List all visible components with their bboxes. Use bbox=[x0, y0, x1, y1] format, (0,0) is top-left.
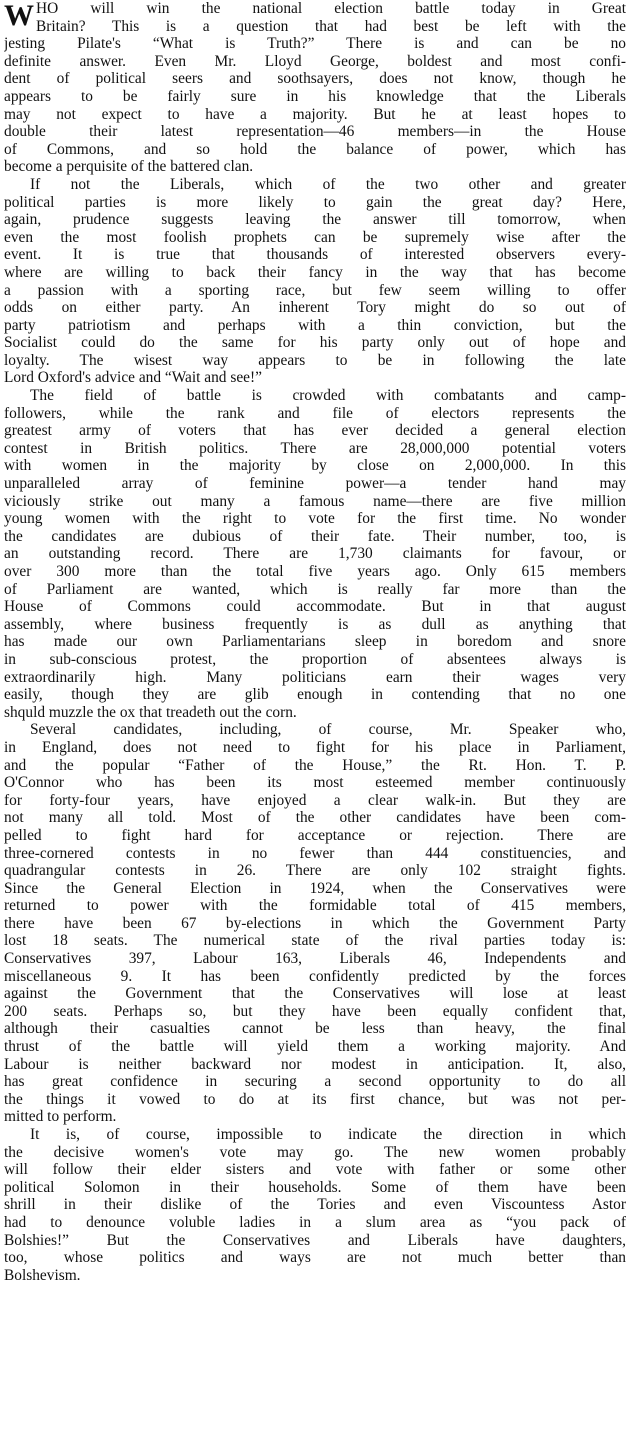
text-line: may not expect to have a majority. But he at least hopes to bbox=[4, 105, 626, 123]
text-line: event. It is true that thousands of interested observers every- bbox=[4, 246, 626, 264]
text-line: It is, of course, impossible to indicate the direction in which bbox=[30, 1126, 626, 1143]
text-line: political Solomon in their households. Some of them have been bbox=[4, 1178, 626, 1196]
paragraph-1 bbox=[4, 0, 626, 176]
text-line: If not the Liberals, which of the two other and greater bbox=[30, 175, 626, 193]
text-line: there have been 67 by-elections in which the Government Party bbox=[4, 914, 626, 932]
text-line: easily, though they are glib enough in contending that no one bbox=[4, 686, 626, 704]
text-line: miscellaneous 9. It has been confidently predicted by the forces bbox=[4, 967, 626, 985]
text-line: returned to power with the formidable total of 415 members, bbox=[4, 897, 626, 915]
text-line: appears to be fairly sure in his knowledge that the Liberals bbox=[4, 87, 626, 105]
text-line: the decisive women's vote may go. The new women probably bbox=[4, 1143, 626, 1161]
text-line: House of Commons could accommodate. But in that august bbox=[4, 598, 626, 616]
text-line: although their casualties cannot be less than heavy, the final bbox=[4, 1020, 626, 1038]
text-line: with women in the majority by close on 2,000,000. In this bbox=[4, 457, 626, 475]
paragraph-2 bbox=[4, 176, 626, 387]
text-line: too, whose politics and ways are not much better than bbox=[4, 1249, 626, 1267]
text-line: pelled to fight hard for acceptance or rejection. There are bbox=[4, 826, 626, 844]
text-line: followers, while the rank and file of electors represents the bbox=[4, 404, 626, 422]
text-line: jesting Pilate's “What is Truth?” There is and can be no bbox=[4, 35, 626, 53]
text-line: Britain? This is a question that had best be left with the bbox=[36, 17, 626, 35]
text-line: of Parliament are wanted, which is really far more than the bbox=[4, 580, 626, 598]
text-line: Bolshevism. bbox=[4, 1266, 81, 1284]
text-line: Bolshies!” But the Conservatives and Liberals have daughters, bbox=[4, 1231, 626, 1249]
text-line: and the popular “Father of the House,” the Rt. Hon. T. P. bbox=[4, 756, 626, 774]
text-line: again, prudence suggests leaving the answer till tomorrow, when bbox=[4, 211, 626, 229]
paragraph-4 bbox=[4, 721, 626, 1126]
text-line: where are willing to back their fancy in the way that has become bbox=[4, 263, 626, 281]
text-line: young women with the right to vote for the first time. No wonder bbox=[4, 510, 626, 528]
text-line: HO will win the national election battle today in Great bbox=[36, 0, 626, 17]
text-line: mitted to perform. bbox=[4, 1108, 117, 1126]
text-line: The field of battle is crowded with combatants and camp- bbox=[30, 387, 626, 405]
text-line: of Commons, and so hold the balance of power, which has bbox=[4, 140, 626, 158]
text-line: has great confidence in securing a second opportunity to do all bbox=[4, 1073, 626, 1091]
text-line: become a perquisite of the battered clan. bbox=[4, 158, 254, 176]
text-line: against the Government that the Conservatives will lose at least bbox=[4, 985, 626, 1003]
text-line: party patriotism and perhaps with a thin conviction, but the bbox=[4, 316, 626, 334]
paragraph-3 bbox=[4, 387, 626, 721]
text-line: in England, does not need to fight for his place in Parliament, bbox=[4, 738, 626, 756]
text-line: three-cornered contests in no fewer than 444 constituencies, and bbox=[4, 844, 626, 862]
paragraph-5 bbox=[4, 1126, 626, 1284]
text-line: Several candidates, including, of course, Mr. Speaker who, bbox=[30, 721, 626, 739]
text-line: definite answer. Even Mr. Lloyd George, boldest and most confi- bbox=[4, 52, 626, 70]
text-line: had to denounce voluble ladies in a slum area as “you pack of bbox=[4, 1213, 626, 1231]
text-line: an outstanding record. There are 1,730 claimants for favour, or bbox=[4, 545, 626, 563]
text-line: lost 18 seats. The numerical state of the rival parties today is: bbox=[4, 932, 626, 950]
text-line: thrust of the battle will yield them a working majority. And bbox=[4, 1038, 626, 1056]
text-line: odds on either party. An inherent Tory might do so out of bbox=[4, 299, 626, 317]
text-line: assembly, where business frequently is as dull as anything that bbox=[4, 615, 626, 633]
text-line: Since the General Election in 1924, when the Conservatives were bbox=[4, 879, 626, 897]
text-line: shquld muzzle the ox that treadeth out the corn. bbox=[4, 703, 297, 721]
text-line: has made our own Parliamentarians sleep in boredom and snore bbox=[4, 633, 626, 651]
text-line: 200 seats. Perhaps so, but they have been equally confident that, bbox=[4, 1002, 626, 1020]
text-line: in sub-conscious protest, the proportion of absentees always is bbox=[4, 650, 626, 668]
text-line: greatest army of voters that has ever decided a general election bbox=[4, 422, 626, 440]
text-line: extraordinarily high. Many politicians earn their wages very bbox=[4, 668, 626, 686]
text-line: will follow their elder sisters and vote with father or some other bbox=[4, 1161, 626, 1179]
text-line: even the most foolish prophets can be supremely wise after the bbox=[4, 228, 626, 246]
text-line: Labour is neither backward nor modest in anticipation. It, also, bbox=[4, 1055, 626, 1073]
text-line: a passion with a sporting race, but few seem willing to offer bbox=[4, 281, 626, 299]
text-line: contest in British politics. There are 28,000,000 potential voters bbox=[4, 439, 626, 457]
text-line: dent of political seers and soothsayers, does not know, though he bbox=[4, 70, 626, 88]
text-line: shrill in their dislike of the Tories and even Viscountess Astor bbox=[4, 1196, 626, 1214]
text-line: viciously strike out many a famous name—there are five million bbox=[4, 492, 626, 510]
text-line: political parties is more likely to gain the great day? Here, bbox=[4, 193, 626, 211]
text-line: loyalty. The wisest way appears to be in following the late bbox=[4, 351, 626, 369]
drop-cap: W bbox=[4, 0, 34, 32]
text-line: for forty-four years, have enjoyed a clear walk-in. But they are bbox=[4, 791, 626, 809]
text-line: not many all told. Most of the other candidates have been com- bbox=[4, 809, 626, 827]
text-line: Socialist could do the same for his party only out of hope and bbox=[4, 334, 626, 352]
text-line: the things it vowed to do at its first chance, but was not per- bbox=[4, 1090, 626, 1108]
text-line: unparalleled array of feminine power—a tender hand may bbox=[4, 475, 626, 493]
text-line: double their latest representation—46 members—in the House bbox=[4, 123, 626, 141]
text-line: O'Connor who has been its most esteemed member continuously bbox=[4, 774, 626, 792]
text-line: Conservatives 397, Labour 163, Liberals 46, Independents and bbox=[4, 950, 626, 968]
text-line: quadrangular contests in 26. There are only 102 straight fights. bbox=[4, 862, 626, 880]
text-line: the candidates are dubious of their fate. Their number, too, is bbox=[4, 527, 626, 545]
text-line: over 300 more than the total five years ago. Only 615 members bbox=[4, 563, 626, 580]
text-line: Lord Oxford's advice and “Wait and see!” bbox=[4, 369, 262, 387]
